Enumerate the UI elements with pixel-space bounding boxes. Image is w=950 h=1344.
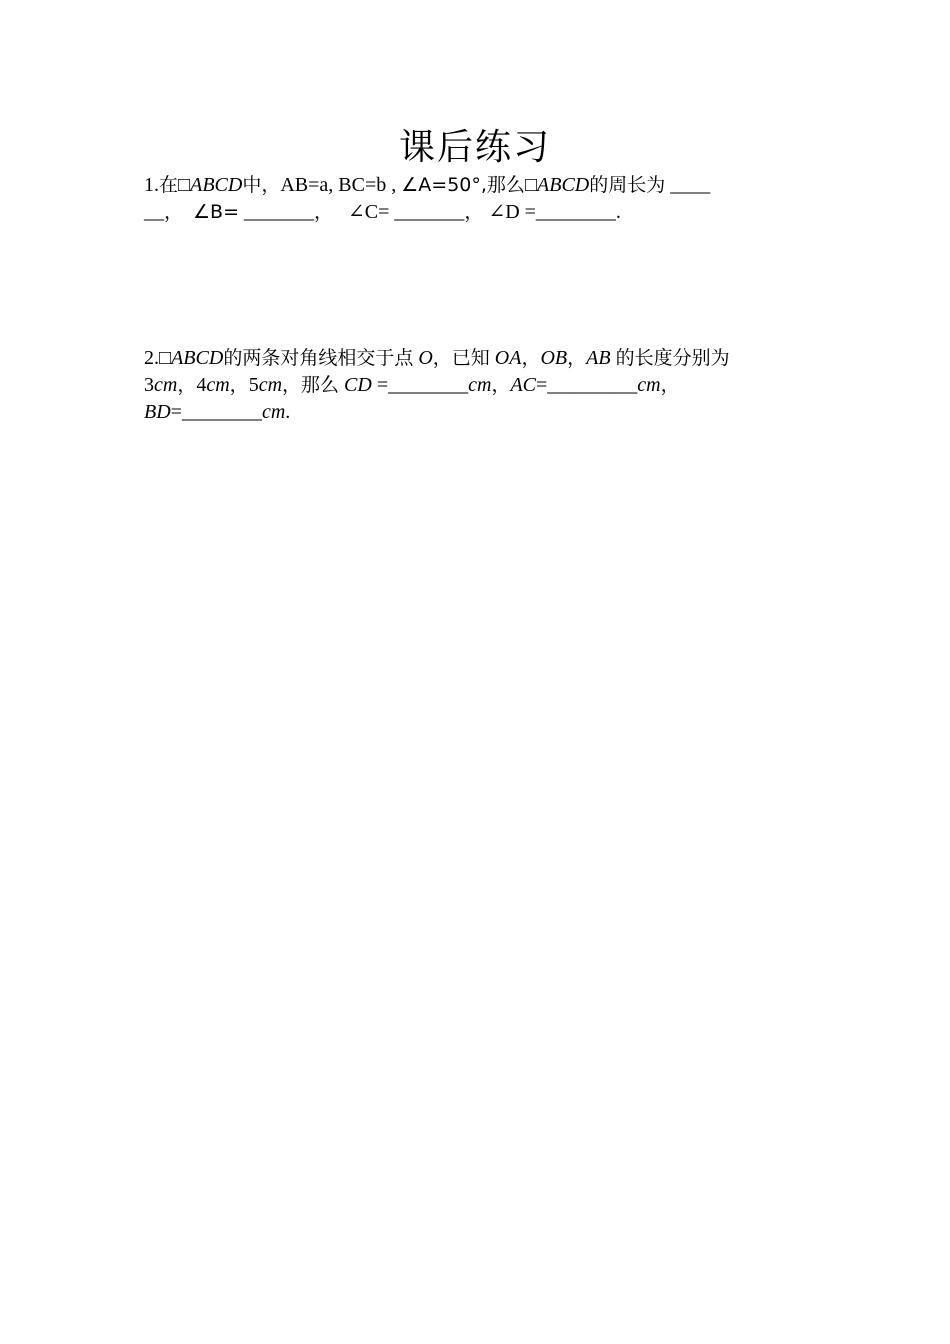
answer-blank-bd[interactable]: =________ bbox=[170, 401, 262, 423]
angle-b-label: ∠B= bbox=[193, 201, 240, 223]
text: . bbox=[285, 401, 291, 423]
text: ， bbox=[491, 374, 511, 396]
math-oa: OA bbox=[494, 347, 522, 369]
unit-cm: cm bbox=[261, 401, 286, 423]
angle-d-label: ∠D = bbox=[488, 201, 536, 223]
unit-cm: cm bbox=[206, 374, 230, 396]
question-number: 2. bbox=[144, 347, 159, 369]
unit-cm: cm bbox=[258, 374, 283, 396]
number: 5 bbox=[248, 374, 259, 396]
text: 中， bbox=[242, 174, 281, 196]
parallelogram-symbol: □ bbox=[524, 174, 538, 196]
text: ， bbox=[314, 201, 334, 223]
unit-cm: cm bbox=[637, 374, 661, 396]
text: 的长度分别为 bbox=[615, 347, 730, 369]
math-ob: OB bbox=[540, 347, 568, 369]
parallelogram-symbol: □ bbox=[159, 347, 172, 369]
math-ab: AB bbox=[586, 347, 611, 369]
answer-blank-cd[interactable]: =________ bbox=[371, 374, 469, 396]
text: . bbox=[615, 201, 621, 223]
text: ，那么 bbox=[282, 374, 340, 396]
text: ， bbox=[521, 347, 541, 369]
math-bd: BD bbox=[144, 401, 171, 423]
page-title: 课后练习 bbox=[398, 127, 551, 168]
math-cd: CD bbox=[344, 374, 372, 396]
angle-a-condition: ∠A=50° bbox=[401, 174, 481, 196]
unit-cm: cm bbox=[468, 374, 492, 396]
question-2-line-3 bbox=[144, 399, 816, 426]
math-o: O bbox=[418, 347, 433, 369]
number: 4 bbox=[196, 374, 207, 396]
answer-blank-angle-d[interactable]: ________ bbox=[535, 201, 616, 223]
math-ac: AC bbox=[510, 374, 537, 396]
math-abcd: ABCD bbox=[171, 347, 224, 369]
text: ， bbox=[229, 374, 249, 396]
question-1-line-2 bbox=[144, 199, 816, 226]
text: AB=a, BC=b , bbox=[280, 174, 397, 196]
question-2 bbox=[144, 345, 816, 426]
unit-cm: cm bbox=[154, 374, 178, 396]
text: 的周长为 bbox=[589, 174, 666, 196]
math-abcd: ABCD bbox=[190, 174, 243, 196]
text: ， bbox=[567, 347, 587, 369]
text: 在 bbox=[159, 174, 179, 196]
answer-blank-perimeter[interactable]: __ bbox=[144, 201, 164, 223]
answer-blank-angle-b[interactable]: _______ bbox=[239, 201, 315, 223]
answer-blank-angle-c[interactable]: _______ bbox=[389, 201, 465, 223]
text: ， bbox=[464, 201, 484, 223]
question-2-line-2 bbox=[144, 372, 816, 399]
math-abcd: ABCD bbox=[537, 174, 590, 196]
text: ，已知 bbox=[432, 347, 490, 369]
text: ， bbox=[177, 374, 197, 396]
number: 3 bbox=[144, 374, 154, 396]
answer-blank-ac[interactable]: =_________ bbox=[536, 374, 638, 396]
question-1-line-1 bbox=[144, 172, 816, 199]
text: ， bbox=[164, 201, 184, 223]
text: ,那么 bbox=[480, 174, 525, 196]
parallelogram-symbol: □ bbox=[178, 174, 191, 196]
question-number: 1. bbox=[144, 174, 159, 196]
question-1 bbox=[144, 172, 816, 226]
text: 的两条对角线相交于点 bbox=[223, 347, 414, 369]
text: ， bbox=[660, 374, 680, 396]
answer-blank-perimeter[interactable]: ____ bbox=[665, 174, 711, 196]
question-2-line-1 bbox=[144, 345, 816, 372]
angle-c-label: ∠C= bbox=[348, 201, 390, 223]
